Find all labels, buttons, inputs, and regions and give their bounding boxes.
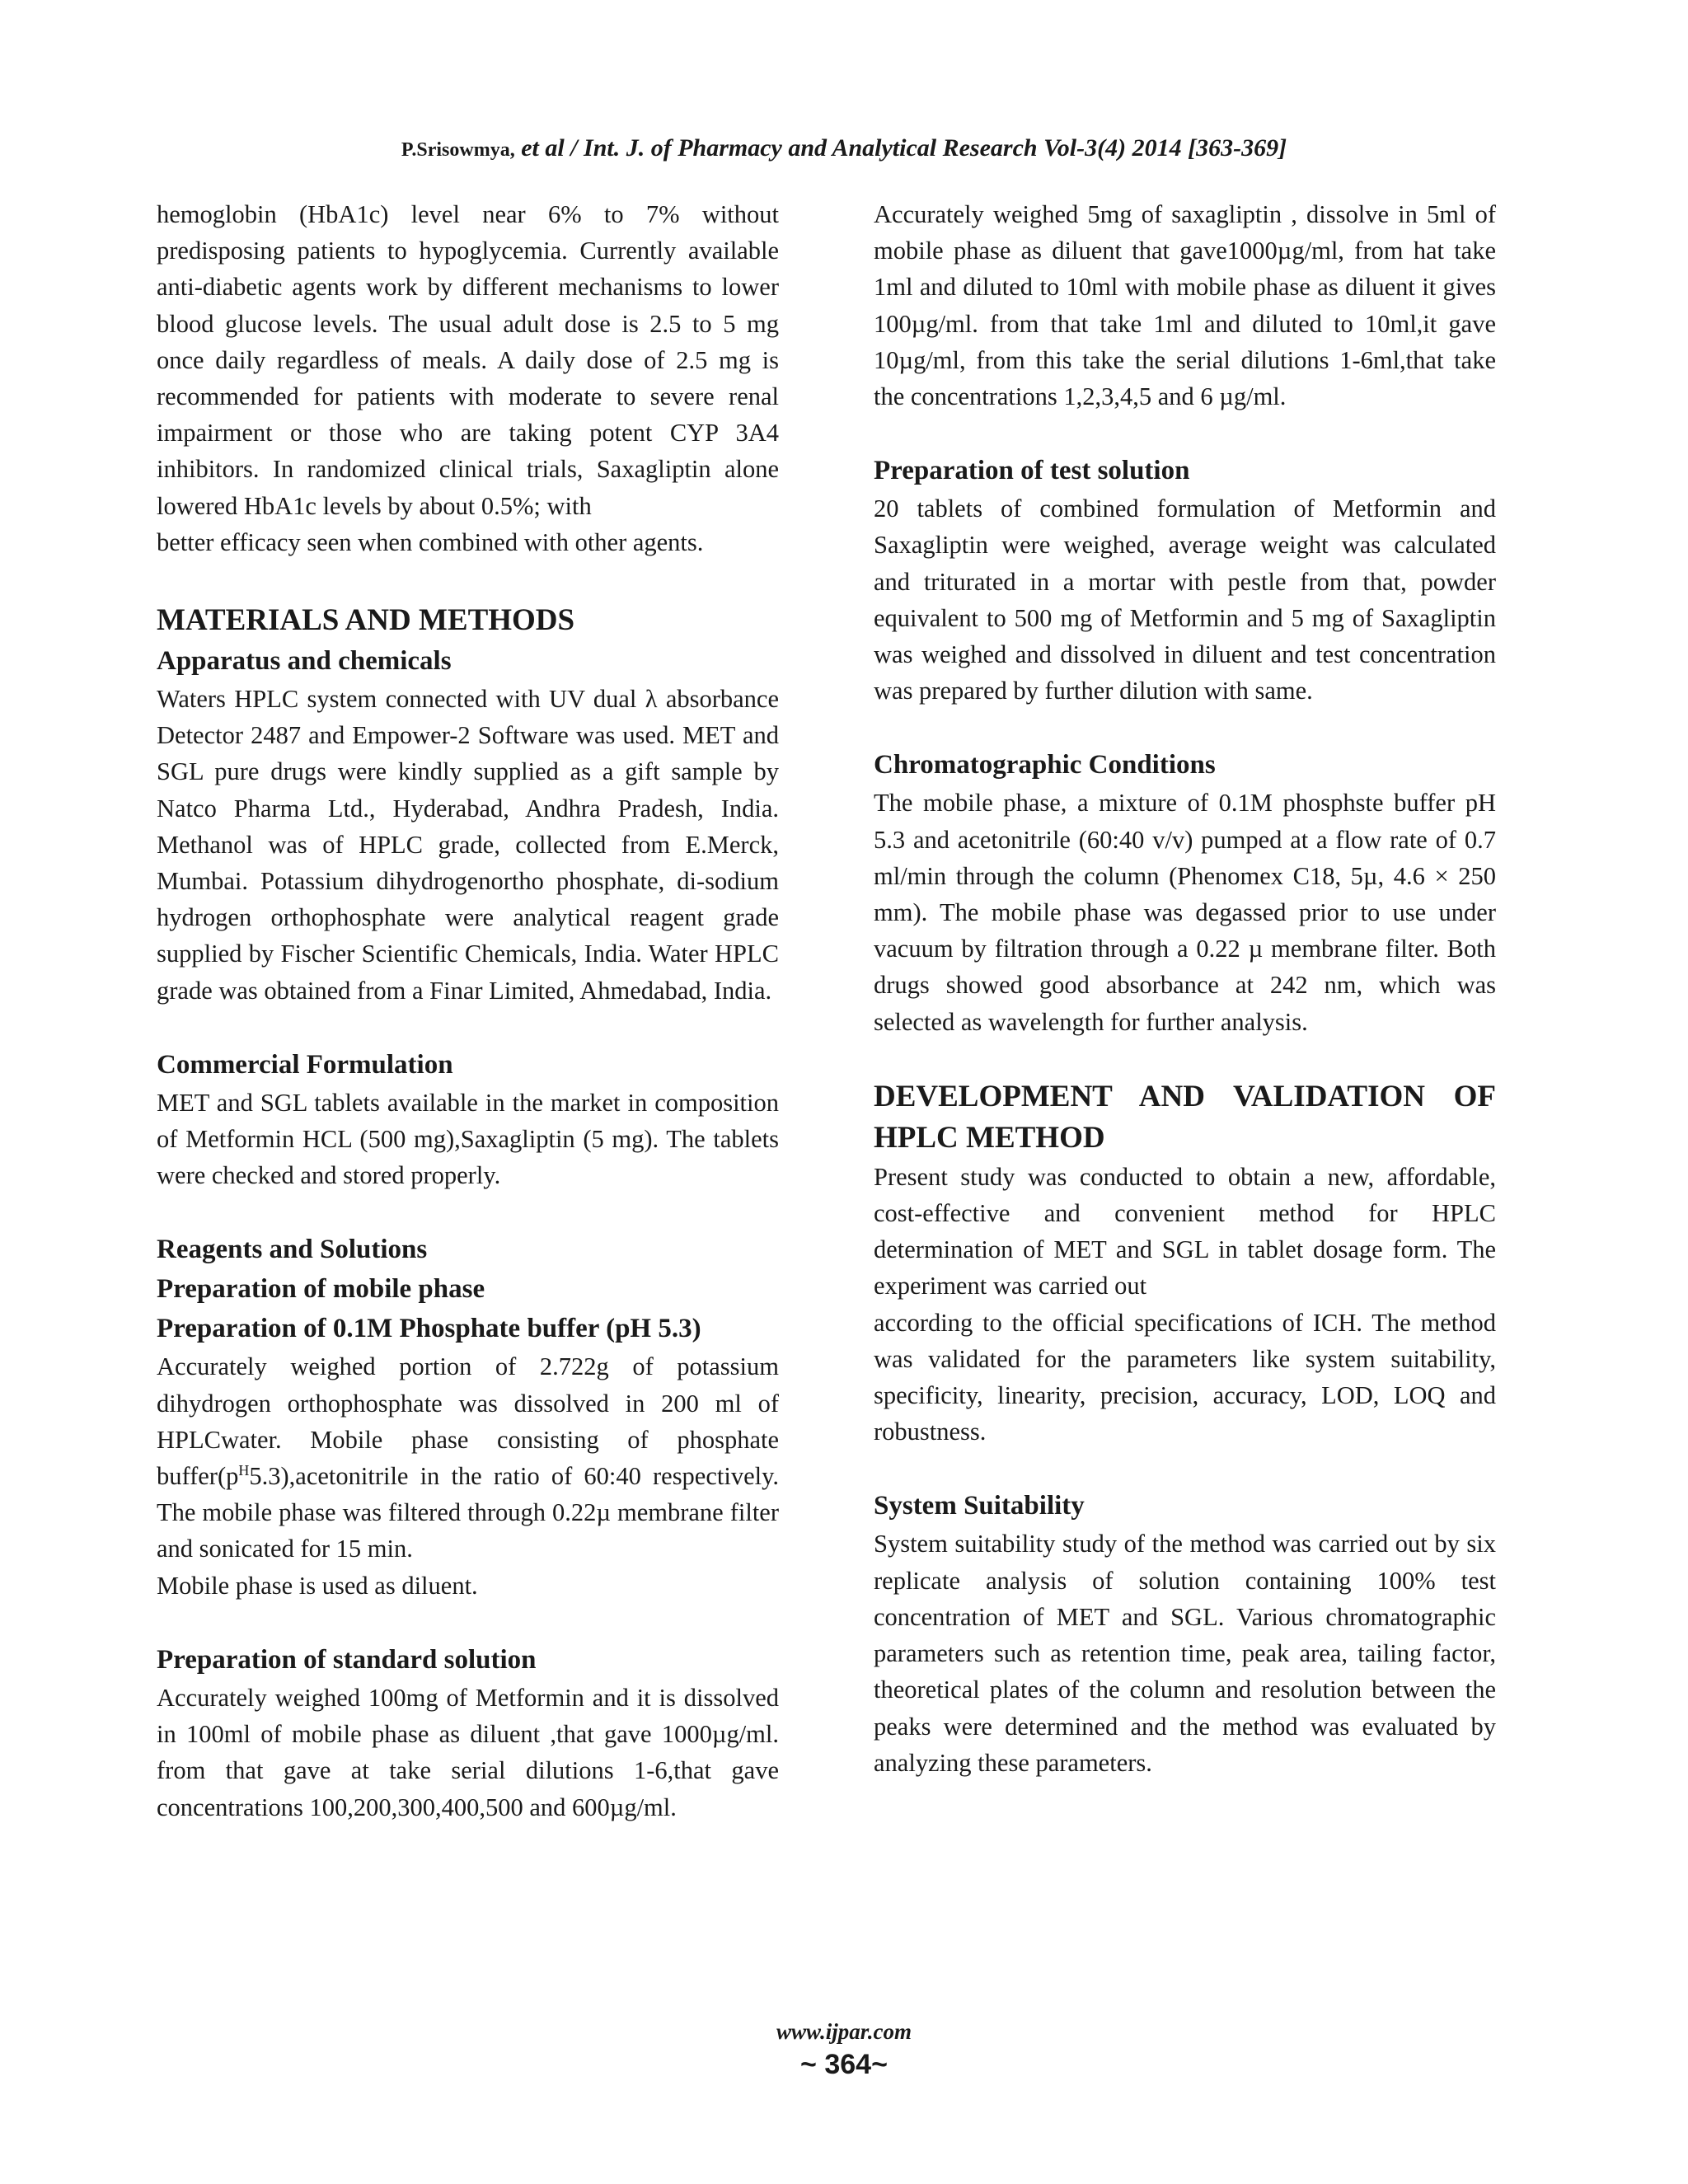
subheading-chromatographic-conditions: Chromatographic Conditions xyxy=(874,750,1216,780)
subheading-reagents: Reagents and Solutions xyxy=(157,1235,428,1265)
header-author: P.Srisowmya, xyxy=(401,139,515,161)
buffer-text-end: 5.3),acetonitrile in the ratio of 60:40 respectively. The mobile phase was filtered through 0.22µ membrane filter and sonicated for 15 min. xyxy=(157,1462,779,1563)
development-paragraph-continued: according to the official specifications of ICH. The method was validated for the parameters like system suitability, specificity, linearity, precision, accuracy, LOD, LOQ and robustness. xyxy=(874,1308,1496,1446)
header-citation: et al / Int. J. of Pharmacy and Analytical Research Vol-3(4) 2014 [363-369] xyxy=(514,134,1287,162)
right-column xyxy=(874,196,1496,1781)
subheading-standard-solution: Preparation of standard solution xyxy=(157,1644,537,1675)
test-solution-paragraph: 20 tablets of combined formulation of Metformin and Saxagliptin were weighed, average weight was calculated and triturated in a mortar with pestle from that, powder equivalent to 500 mg of Metformin and 5 mg of Saxagliptin was weighed and dissolved in diluent and test concentration was prepared by further dilution with same. xyxy=(874,494,1496,705)
buffer-text-superscript: H xyxy=(238,1461,250,1479)
left-column xyxy=(157,196,779,1825)
development-paragraph: Present study was conducted to obtain a new, affordable, cost-effective and convenient method for HPLC determination of MET and SGL in tablet dosage form. The experiment was carried out xyxy=(874,1162,1496,1301)
chromatographic-paragraph: The mobile phase, a mixture of 0.1M phosphste buffer pH 5.3 and acetonitrile (60:40 v/v) pumped at a flow rate of 0.7 ml/min through the column (Phenomex C18, 5µ, 4.6 × 250 mm). The mobile phase was degassed prior to use under vacuum by filtration through a 0.22 µ membrane filter. Both drugs showed good absorbance at 242 nm, which was selected as wavelength for further analysis. xyxy=(874,789,1496,1036)
page-number: ~ 364~ xyxy=(800,2049,888,2080)
buffer-paragraph xyxy=(157,1348,779,1567)
buffer-text-start: Accurately weighed portion of 2.722g of potassium dihydrogen orthophosphate was dissolved in 200 ml of HPLCwater. Mobile phase consisting of phosphate buffer(p xyxy=(157,1352,779,1491)
standard-paragraph: Accurately weighed 100mg of Metformin and it is dissolved in 100ml of mobile phase as diluent ,that gave 1000µg/ml. from that gave at take serial dilutions 1-6,that gave concentrations 100,200,300,400,500 and 600µg/ml. xyxy=(157,1683,779,1821)
subheading-apparatus: Apparatus and chemicals xyxy=(157,646,452,677)
commercial-paragraph: MET and SGL tablets available in the market in composition of Metformin HCL (500 mg),Saxagliptin (5 mg). The tablets were checked and stored properly. xyxy=(157,1088,779,1190)
system-suitability-paragraph: System suitability study of the method was carried out by six replicate analysis of solution containing 100% test concentration of MET and SGL. Various chromatographic parameters such as retention time, peak area, tailing factor, theoretical plates of the column and resolution between the peaks were determined and the method was evaluated by analyzing these parameters. xyxy=(874,1530,1496,1777)
running-header xyxy=(0,132,1688,166)
subheading-commercial-formulation: Commercial Formulation xyxy=(157,1049,453,1080)
diluent-paragraph: Mobile phase is used as diluent. xyxy=(157,1571,478,1600)
subheading-test-solution: Preparation of test solution xyxy=(874,456,1190,486)
intro-paragraph-continued: better efficacy seen when combined with other agents. xyxy=(157,527,704,556)
subheading-phosphate-buffer: Preparation of 0.1M Phosphate buffer (pH 5.3) xyxy=(157,1314,701,1344)
intro-paragraph: hemoglobin (HbA1c) level near 6% to 7% without predisposing patients to hypoglycemia. Currently available anti-diabetic agents work by different mechanisms to lower blood glucose levels. The usual adult dose is 2.5 to 5 mg once daily regardless of meals. A daily dose of 2.5 mg is recommended for patients with moderate to severe renal impairment or those who are taking potent CYP 3A4 inhibitors. In randomized clinical trials, Saxagliptin alone lowered HbA1c levels by about 0.5%; with xyxy=(157,200,779,520)
subheading-mobile-phase: Preparation of mobile phase xyxy=(157,1274,485,1305)
saxagliptin-paragraph: Accurately weighed 5mg of saxagliptin , dissolve in 5ml of mobile phase as diluent that gave1000µg/ml, from hat take 1ml and diluted to 10ml with mobile phase as diluent it gives 100µg/ml. from that take 1ml and diluted to 10ml,it gave 10µg/ml, from this take the serial dilutions 1-6ml,that take the concentrations 1,2,3,4,5 and 6 µg/ml. xyxy=(874,200,1496,411)
section-heading-development: DEVELOPMENT AND VALIDATION OF HPLC METHOD xyxy=(874,1079,1496,1155)
footer-url: www.ijpar.com xyxy=(776,2019,912,2044)
apparatus-paragraph: Waters HPLC system connected with UV dual λ absorbance Detector 2487 and Empower-2 Software was used. MET and SGL pure drugs were kindly supplied as a gift sample by Natco Pharma Ltd., Hyderabad, Andhra Pradesh, India. Methanol was of HPLC grade, collected from E.Merck, Mumbai. Potassium dihydrogenortho phosphate, di-sodium hydrogen orthophosphate were analytical reagent grade supplied by Fischer Scientific Chemicals, India. Water HPLC grade was obtained from a Finar Limited, Ahmedabad, India. xyxy=(157,685,779,1005)
subheading-system-suitability: System Suitability xyxy=(874,1491,1085,1521)
section-heading-materials: MATERIALS AND METHODS xyxy=(157,603,575,638)
